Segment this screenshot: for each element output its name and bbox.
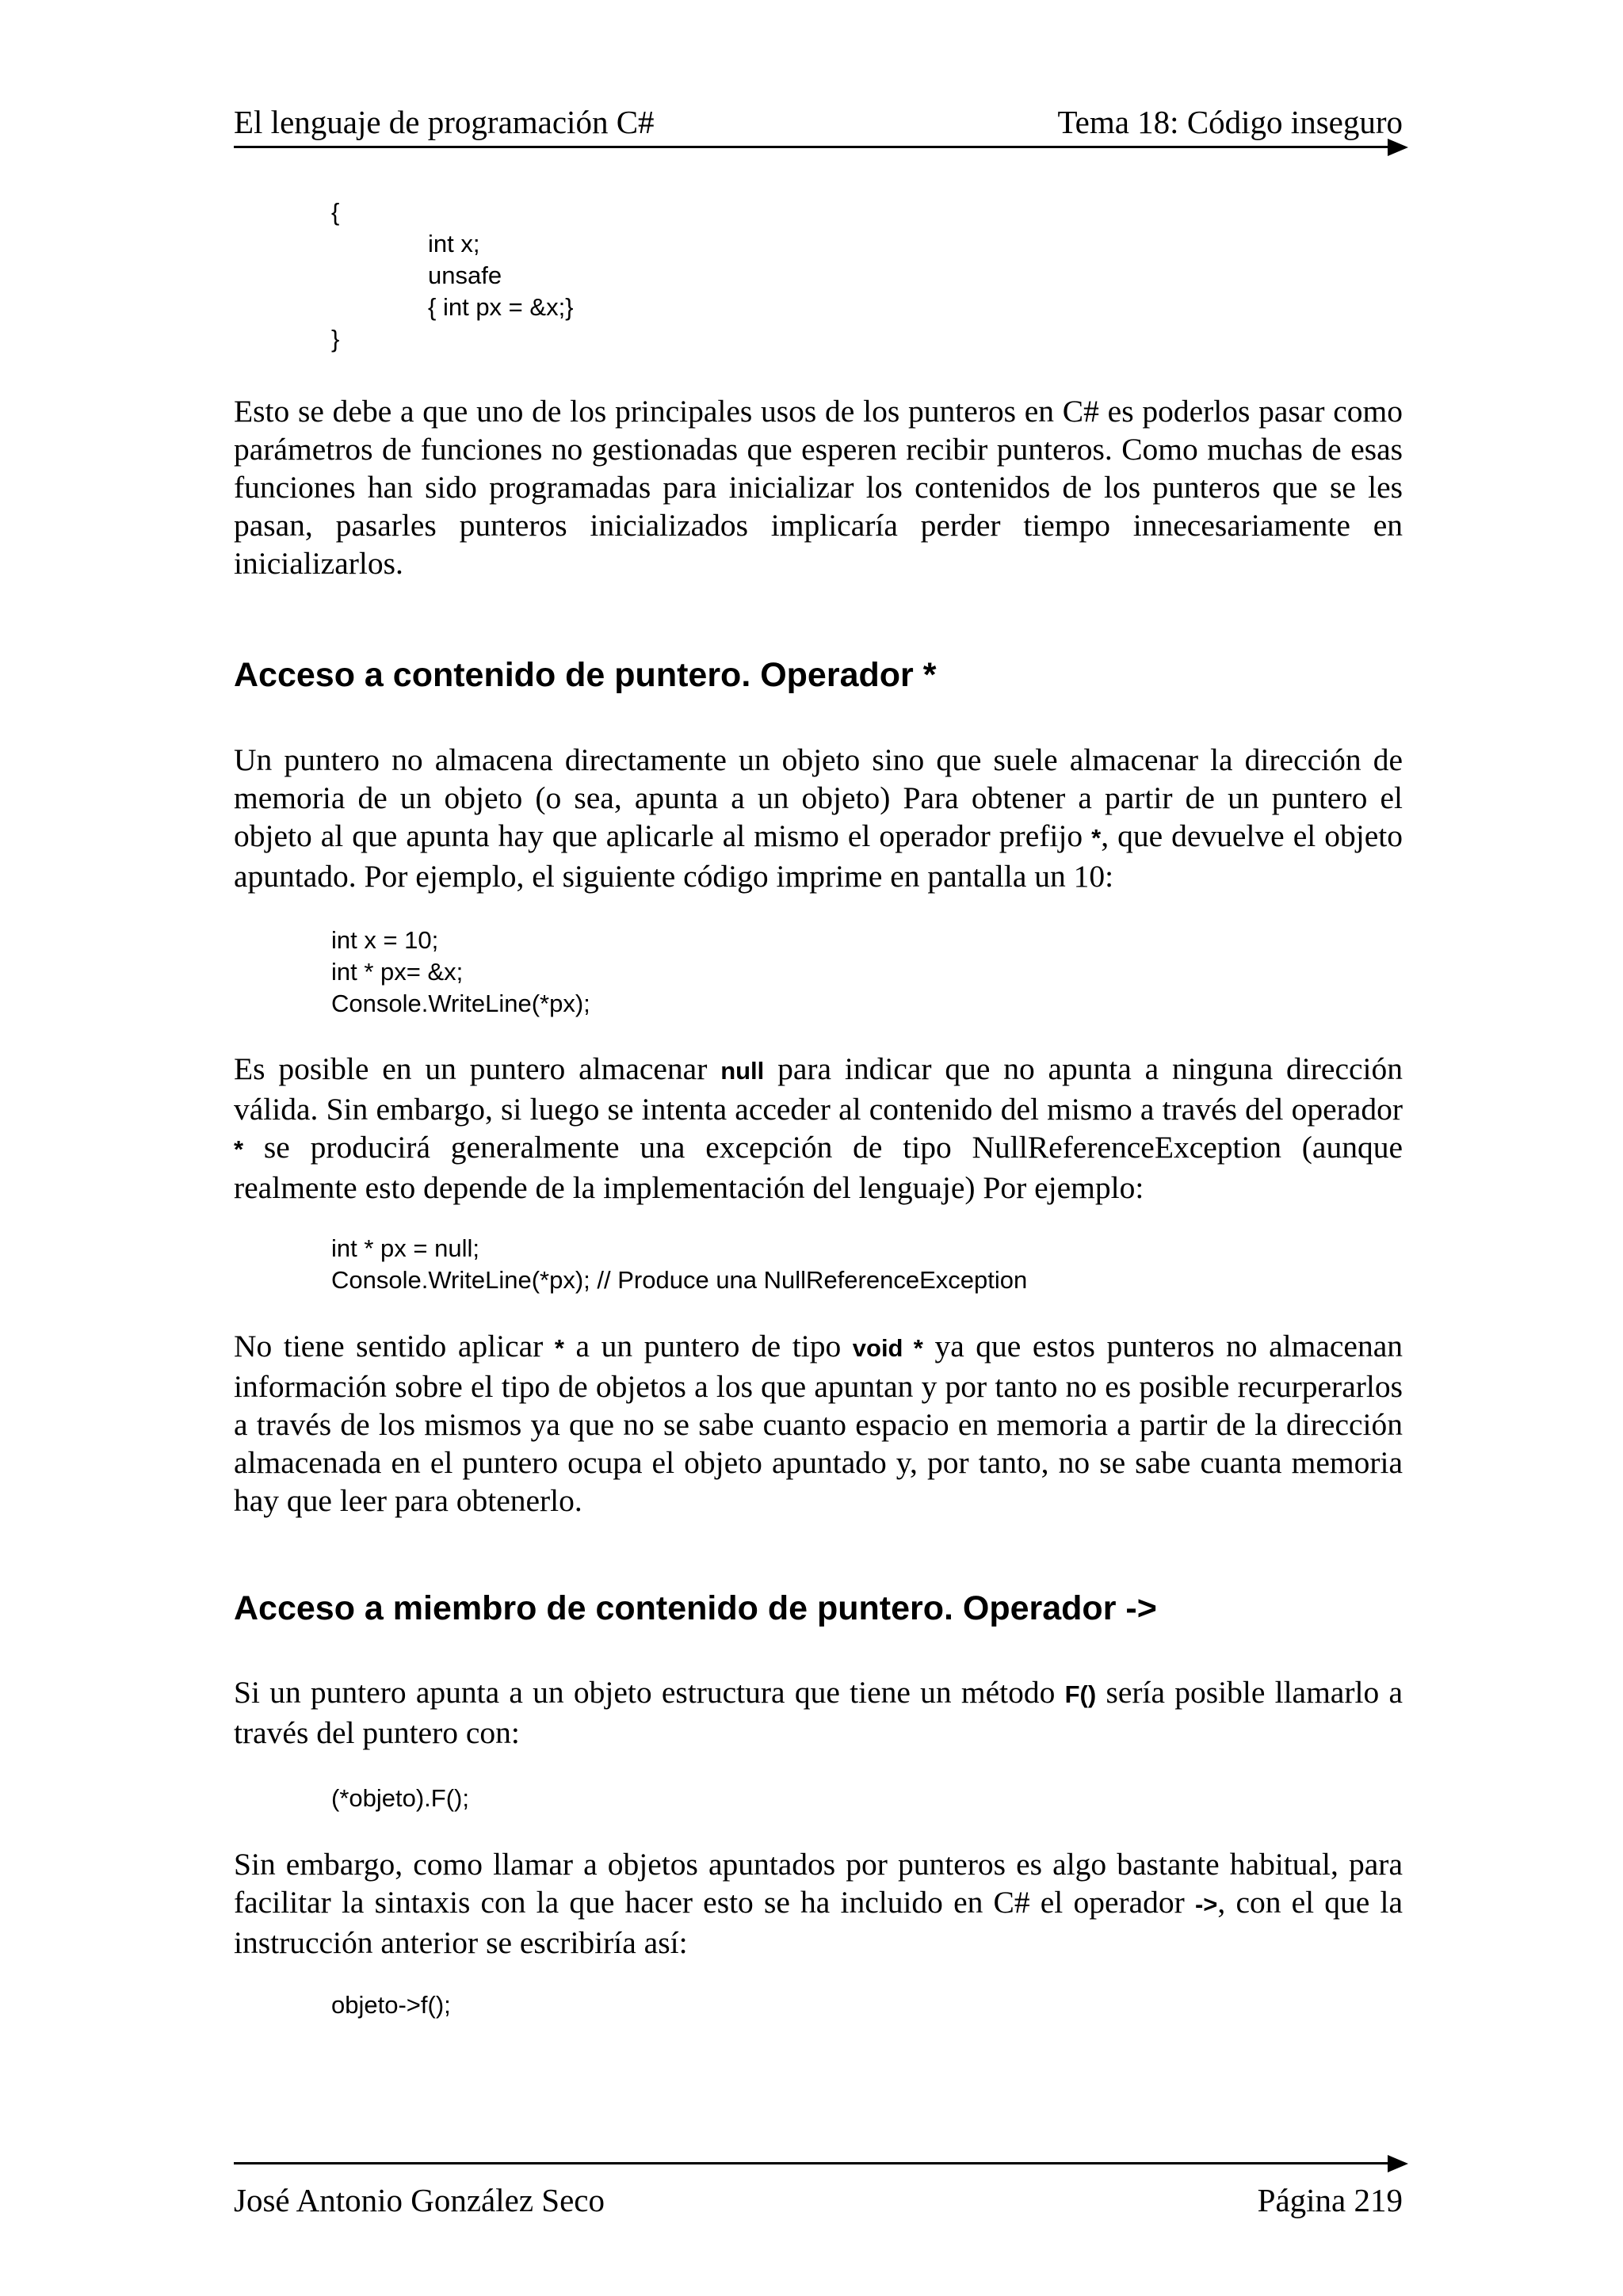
body-paragraph: Esto se debe a que uno de los principales usos de los punteros en C# es poderlos pasar como parámetros de funciones no gestionadas que esperen recibir punteros. Como muchas de esas funciones han sido programadas para inicializar los contenidos de los punteros que se les pasan, pasarles punteros inicializados implicaría perder tiempo innecesariamente en inicializarlos. bbox=[234, 394, 1403, 581]
code-line: { bbox=[331, 198, 340, 226]
code-line: (*objeto).F(); bbox=[331, 1784, 469, 1812]
operator-keyword: * bbox=[1091, 824, 1102, 852]
paragraph-text: , que devuelve el objeto apuntado. Por ejemplo, el siguiente código imprime en pantalla un 10: bbox=[234, 818, 1403, 894]
code-line: int x; bbox=[428, 230, 480, 257]
paragraph-text: para indicar que no apunta a ninguna dirección válida. Sin embargo, si luego se intenta acceder al contenido del mismo a través del operador bbox=[234, 1051, 1403, 1127]
paragraph-text: No tiene sentido aplicar bbox=[234, 1329, 555, 1363]
body-paragraph bbox=[234, 1050, 1403, 1207]
operator-keyword: * bbox=[234, 1135, 244, 1163]
section-heading: Acceso a contenido de puntero. Operador * bbox=[234, 656, 937, 694]
body-paragraph bbox=[234, 741, 1403, 895]
footer-author: José Antonio González Seco bbox=[234, 2182, 605, 2218]
code-line: Console.WriteLine(*px); // Produce una NullReferenceException bbox=[331, 1266, 1028, 1294]
page-footer bbox=[234, 2176, 1403, 2224]
header-arrow-icon bbox=[1388, 139, 1408, 156]
header-chapter-title: Tema 18: Código inseguro bbox=[1057, 104, 1403, 140]
section-heading: Acceso a miembro de contenido de puntero. Operador -> bbox=[234, 1589, 1157, 1627]
paragraph-text: , con el que la instrucción anterior se escribiría así: bbox=[234, 1885, 1403, 1960]
method-keyword: F() bbox=[1064, 1680, 1097, 1708]
code-line: Console.WriteLine(*px); bbox=[331, 990, 590, 1017]
code-line: objeto->f(); bbox=[331, 1991, 451, 2019]
header-rule bbox=[234, 146, 1392, 148]
paragraph-text: Un puntero no almacena directamente un objeto sino que suele almacenar la dirección de memoria de un objeto (o sea, apunta a un objeto) Para obtener a partir de un puntero el objeto al que apunta hay que aplicarle al mismo el operador prefijo bbox=[234, 742, 1403, 853]
paragraph-text: ya que estos punteros no almacenan información sobre el tipo de objetos a los que apuntan y por tanto no es posible recurperarlos a través de los mismos ya que no se sabe cuanto espacio en memoria a partir de la dirección almacenada en el puntero ocupa el objeto apuntado y, por tanto, no se sabe cuanta memoria hay que leer para obtenerlo. bbox=[234, 1329, 1403, 1518]
paragraph-text: sería posible llamarlo a través del puntero con: bbox=[234, 1675, 1403, 1750]
null-keyword: null bbox=[720, 1057, 765, 1085]
footer-page-number: Página 219 bbox=[1257, 2182, 1403, 2218]
paragraph-text: Es posible en un puntero almacenar bbox=[234, 1051, 721, 1086]
header-book-title: El lenguaje de programación C# bbox=[234, 104, 655, 140]
code-line: } bbox=[331, 325, 340, 353]
paragraph-text: a un puntero de tipo bbox=[563, 1329, 853, 1363]
paragraph-text: se producirá generalmente una excepción de tipo NullReferenceException (aunque realmente esto depende de la implementación del lenguaje) Por ejemplo: bbox=[234, 1130, 1403, 1205]
code-line: unsafe bbox=[428, 261, 502, 289]
operator-keyword: -> bbox=[1194, 1890, 1218, 1918]
body-paragraph bbox=[234, 1673, 1403, 1752]
paragraph-text: Si un puntero apunta a un objeto estructura que tiene un método bbox=[234, 1675, 1065, 1710]
code-line: int * px = null; bbox=[331, 1234, 479, 1262]
void-pointer-keyword: void * bbox=[852, 1334, 923, 1362]
operator-keyword: * bbox=[554, 1334, 564, 1362]
code-line: { int px = &x;} bbox=[428, 293, 574, 321]
footer-arrow-icon bbox=[1388, 2155, 1408, 2172]
body-paragraph bbox=[234, 1327, 1403, 1520]
code-line: int * px= &x; bbox=[331, 958, 464, 986]
paragraph-text: Sin embargo, como llamar a objetos apuntados por punteros es algo bastante habitual, para facilitar la sintaxis con la que hacer esto se ha incluido en C# el operador bbox=[234, 1847, 1403, 1920]
page-header bbox=[234, 98, 1403, 146]
code-line: int x = 10; bbox=[331, 926, 439, 954]
body-paragraph bbox=[234, 1845, 1403, 1962]
footer-rule bbox=[234, 2162, 1392, 2164]
